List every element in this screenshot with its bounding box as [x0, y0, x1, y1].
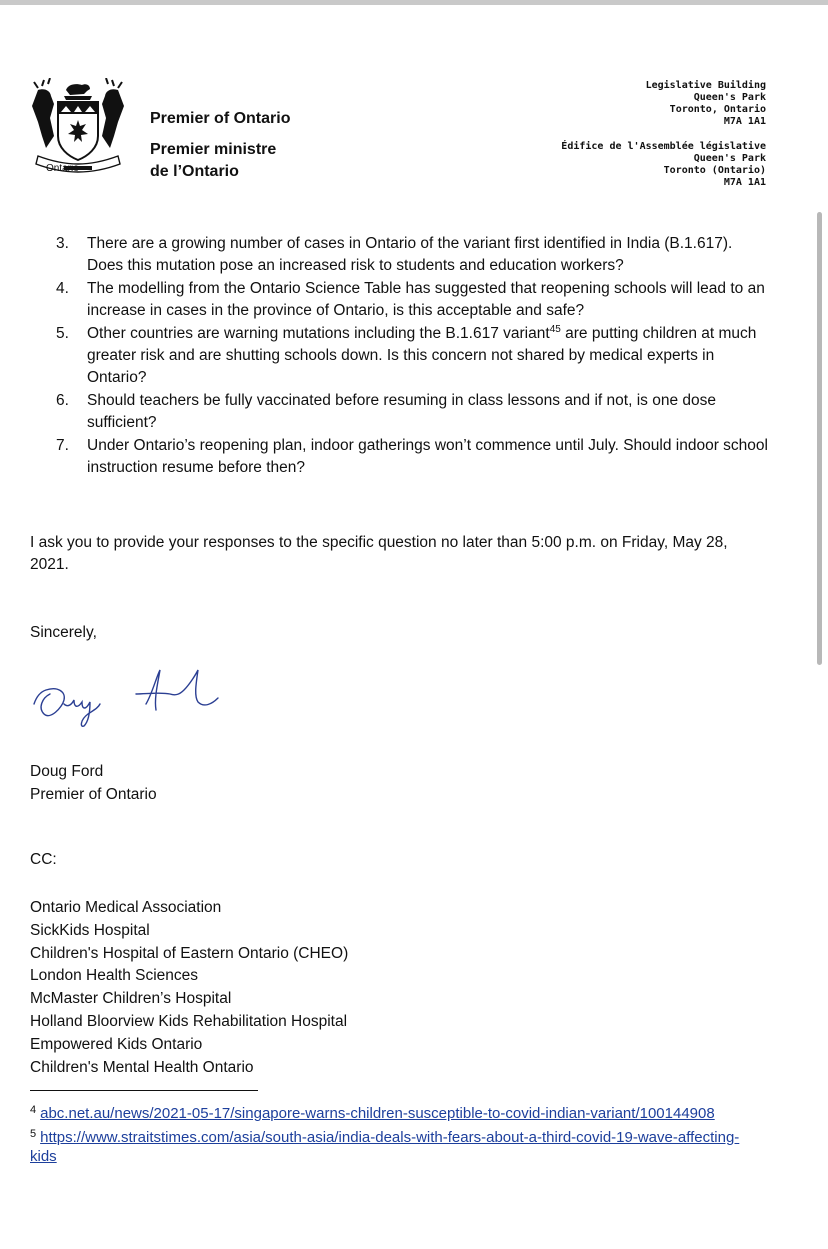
question-item	[30, 390, 772, 434]
address-line: Queen's Park	[693, 92, 766, 103]
footnote-link[interactable]: abc.net.au/news/2021-05-17/singapore-warns-children-susceptible-to-covid-indian-variant/100144908	[40, 1105, 715, 1122]
office-title-fr	[150, 139, 276, 183]
footnote-mark: 5	[30, 1128, 37, 1140]
signer-block	[30, 760, 157, 806]
question-number: 6.	[56, 392, 69, 409]
question-item	[30, 435, 772, 479]
footnote-reference[interactable]: 45	[549, 324, 561, 335]
footnote	[30, 1104, 750, 1123]
question-text: Should teachers be fully vaccinated before resuming in class lessons and if not, is one dose sufficient?	[87, 392, 716, 431]
question-number: 3.	[56, 235, 69, 252]
address-line: Édifice de l'Assemblée législative	[561, 141, 766, 152]
cc-recipient: Holland Bloorview Kids Rehabilitation Hospital	[30, 1012, 348, 1030]
cc-recipient: Children's Hospital of Eastern Ontario (CHEO)	[30, 944, 349, 962]
signer-name: Doug Ford	[30, 763, 104, 780]
address-line: Toronto (Ontario)	[663, 165, 766, 176]
address-line: Legislative Building	[645, 80, 766, 91]
cc-recipient: Empowered Kids Ontario	[30, 1035, 203, 1053]
footnote-link[interactable]: https://www.straitstimes.com/asia/south-asia/india-deals-with-fears-about-a-third-covid-19-wave-affecting-kids	[30, 1129, 740, 1165]
cc-recipient: McMaster Children’s Hospital	[30, 990, 232, 1008]
closing: Sincerely,	[30, 624, 97, 641]
cc-recipient: SickKids Hospital	[30, 921, 150, 939]
question-text: The modelling from the Ontario Science Table has suggested that reopening schools will lead to an increase in cases in the province of Ontario, is this acceptable and safe?	[87, 280, 765, 319]
office-title-fr-line2: de l’Ontario	[150, 163, 239, 180]
address-english	[646, 80, 766, 128]
cc-list	[30, 897, 348, 1079]
question-text: are putting children at much greater risk and are shutting schools down. Is this concern not shared by medical experts in Ontario?	[87, 325, 757, 386]
question-number: 4.	[56, 280, 69, 297]
office-title-fr-line1: Premier ministre	[150, 141, 277, 158]
footnote-divider	[30, 1090, 258, 1091]
crest-label: Ontario	[46, 163, 79, 174]
cc-label: CC:	[30, 851, 57, 868]
cc-recipient: Children's Mental Health Ontario	[30, 1058, 254, 1076]
address-french	[561, 141, 766, 189]
request-paragraph: I ask you to provide your responses to the specific question no later than 5:00 p.m. on Friday, May 28, 2021.	[30, 534, 728, 573]
address-line: M7A 1A1	[723, 177, 766, 188]
signer-title: Premier of Ontario	[30, 786, 157, 803]
scrollbar-thumb[interactable]	[817, 212, 822, 665]
address-line: Queen's Park	[693, 153, 766, 164]
question-text: There are a growing number of cases in Ontario of the variant first identified in India (B.1.617). Does this mutation pose an increased risk to students and education workers?	[87, 235, 733, 274]
question-item	[30, 323, 772, 389]
top-bar	[0, 0, 828, 5]
cc-recipient: Ontario Medical Association	[30, 899, 222, 916]
question-text: Under Ontario’s reopening plan, indoor gatherings won’t commence until July. Should indoor school instruction resume before then?	[87, 437, 768, 476]
cc-recipient: London Health Sciences	[30, 967, 199, 985]
question-item	[30, 233, 772, 277]
question-list	[30, 233, 772, 480]
office-title-en: Premier of Ontario	[150, 110, 291, 127]
signature-image	[28, 664, 228, 728]
address-line: Toronto, Ontario	[669, 104, 766, 115]
question-item	[30, 278, 772, 322]
footnote	[30, 1128, 750, 1166]
address-line: M7A 1A1	[723, 116, 766, 127]
question-number: 5.	[56, 325, 69, 342]
footnote-mark: 4	[30, 1104, 37, 1116]
question-text: Other countries are warning mutations including the B.1.617 variant	[87, 325, 550, 342]
question-number: 7.	[56, 437, 69, 454]
